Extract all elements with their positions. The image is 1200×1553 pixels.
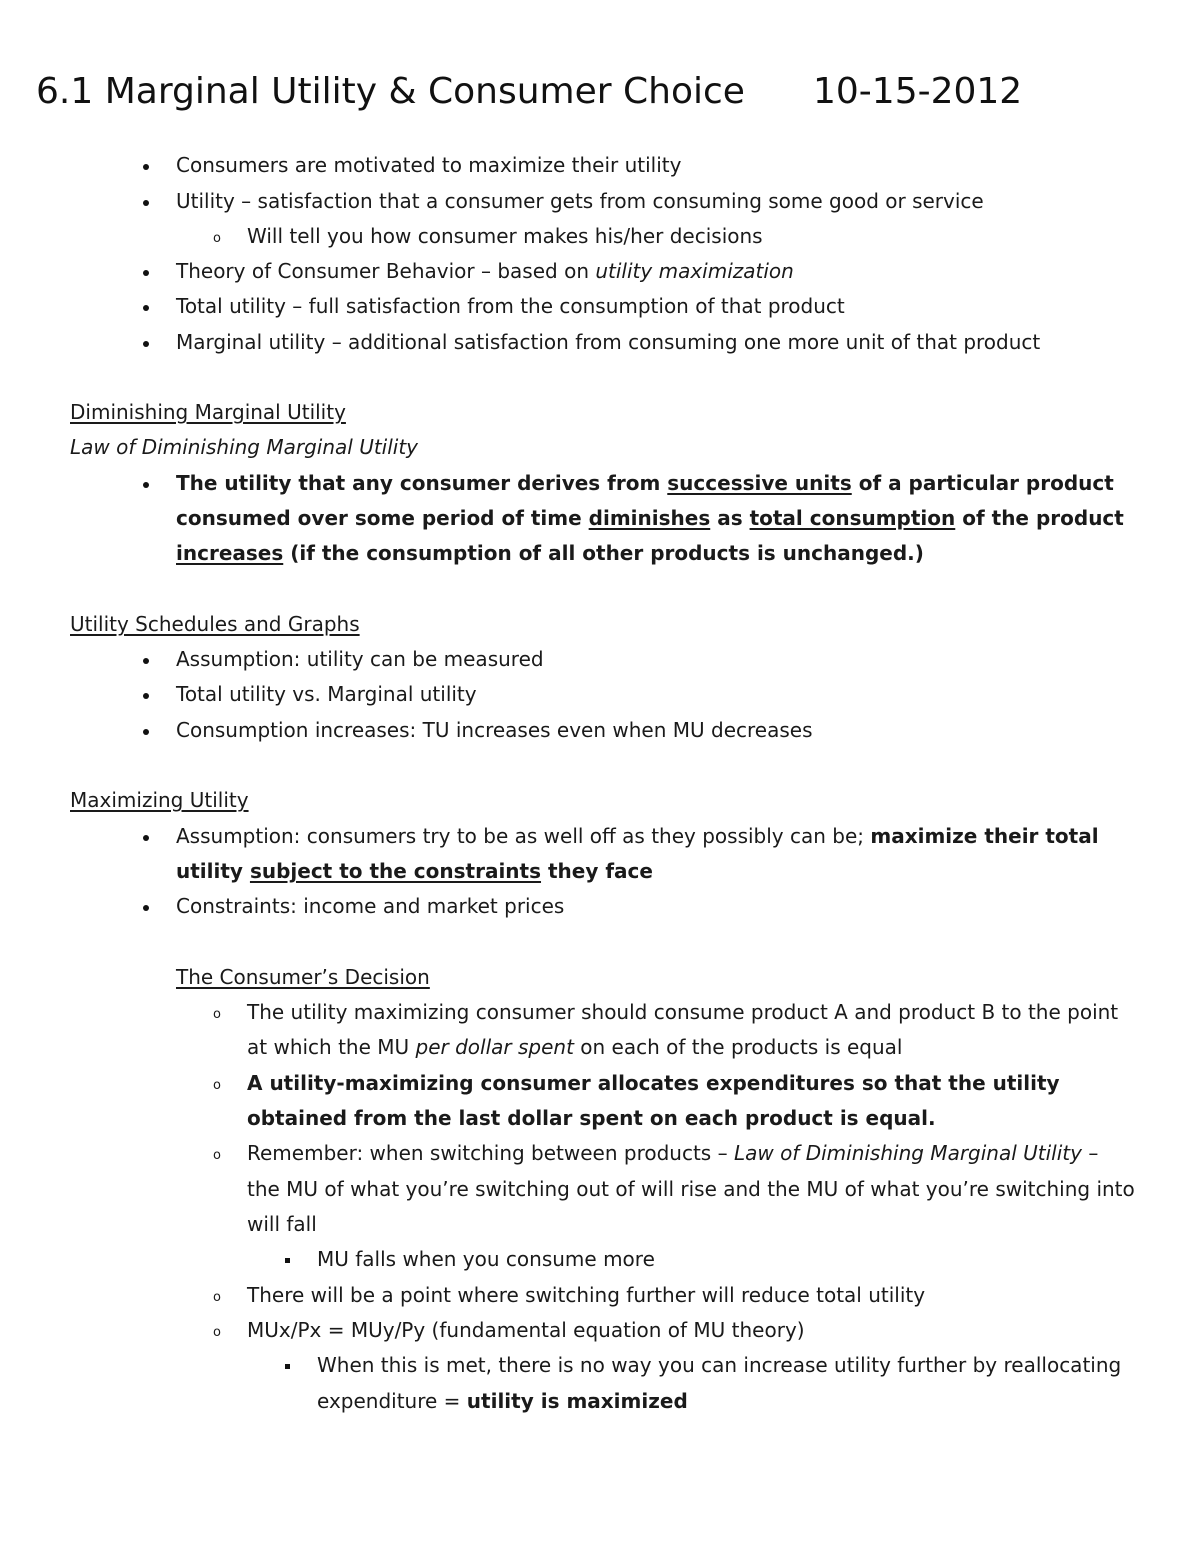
bullet-icon [143,905,149,911]
bullet-text: Consumers are motivated to maximize their utility [176,153,682,177]
bullet-text: Utility – satisfaction that a consumer gets from consuming some good or service [176,189,984,213]
bullet-text: MUx/Px = MUy/Py (fundamental equation of MU theory) [247,1318,805,1342]
bullet-text: Marginal utility – additional satisfaction from consuming one more unit of that product [176,330,1041,354]
circle-bullet-icon: o [213,1325,221,1340]
square-bullet-icon [285,1364,290,1369]
circle-bullet-icon: o [213,1078,221,1093]
bullet-text: Assumption: utility can be measured [176,647,544,671]
bullet-text: Will tell you how consumer makes his/her decisions [247,224,763,248]
bullet-text: There will be a point where switching further will reduce total utility [247,1283,926,1307]
bullet-text: Constraints: income and market prices [176,894,565,918]
circle-bullet-icon: o [213,231,221,246]
bullet-icon [143,693,149,699]
bullet-text: Consumption increases: TU increases even when MU decreases [176,718,813,742]
bullet-text: Total utility – full satisfaction from the consumption of that product [176,294,845,318]
bullet-text: Assumption: consumers try to be as well off as they possibly can be; maximize their total [176,824,1099,848]
bullet-text: Remember: when switching between products – Law of Diminishing Marginal Utility – [247,1141,1099,1165]
bullet-text: MU falls when you consume more [317,1247,655,1271]
bullet-text: Total utility vs. Marginal utility [176,682,477,706]
page-title [36,70,1023,114]
bullet-text: A utility-maximizing consumer allocates expenditures so that the utility [247,1071,1060,1095]
bullet-icon [143,835,149,841]
title-text: 6.1 Marginal Utility & Consumer Choice [36,71,745,112]
bullet-text: When this is met, there is no way you can increase utility further by reallocating [317,1353,1122,1377]
bullet-icon [143,729,149,735]
circle-bullet-icon: o [213,1148,221,1163]
document-page: 6.1 Marginal Utility & Consumer Choice 10-15-2012 Consumers are motivated to maximize their utility Utility – satisfaction that a consumer gets from consuming some good or service o Will tell you how consumer makes his/her decisions Theory of Consumer Behavior – based on utility maximization Total utility – full satisfaction from the consumption of that product Marginal utility – additional satisfaction from consuming one more unit of that product Diminishing Marginal Utility Law of Diminishing Marginal Utility The utility that any consumer derives from successive units of a particular product consumed over some period of time diminishes as total consumption of the product increases (if the consumption of all other products is unchanged.) Utility Schedules and Graphs Assumption: utility can be measured Total utility vs. Marginal utility Consumption increases: TU increases even when MU decreases Maximizing Utility Assumption: consumers try to be as well off as they possibly can be; maximize their total utility subject to the constraints they face Constraints: income and market prices The Consumer’s Decision o The utility maximizing consumer should consume product A and product B to the point at which the MU per dollar spent on each of the products is equal o A utility-maximizing consumer allocates expenditures so that the utility obtained from the last dollar spent on each product is equal. o Remember: when switching between products – Law of Diminishing Marginal Utility – the MU of what you’re switching out of will rise and the MU of what you’re switching into will fall MU falls when you consume more o There will be a point where switching further will reduce total utility o MUx/Px = MUy/Py (fundamental equation of MU theory) When this is met, there is no way you can increase utility further by reallocating expenditure = utility is maximized [36,71,1135,1413]
bullet-icon [143,305,149,311]
bullet-text: The utility that any consumer derives from successive units of a particular product [176,471,1114,495]
bullet-icon [143,270,149,276]
title-date: 10-15-2012 [813,71,1023,112]
bullet-icon [143,164,149,170]
bullet-icon [143,341,149,347]
square-bullet-icon [285,1258,290,1263]
bullet-icon [143,482,149,488]
circle-bullet-icon: o [213,1007,221,1022]
bullet-icon [143,658,149,664]
circle-bullet-icon: o [213,1290,221,1305]
bullet-text: Theory of Consumer Behavior – based on utility maximization [176,259,794,283]
bullet-icon [143,200,149,206]
bullet-text: The utility maximizing consumer should consume product A and product B to the point [247,1000,1119,1024]
